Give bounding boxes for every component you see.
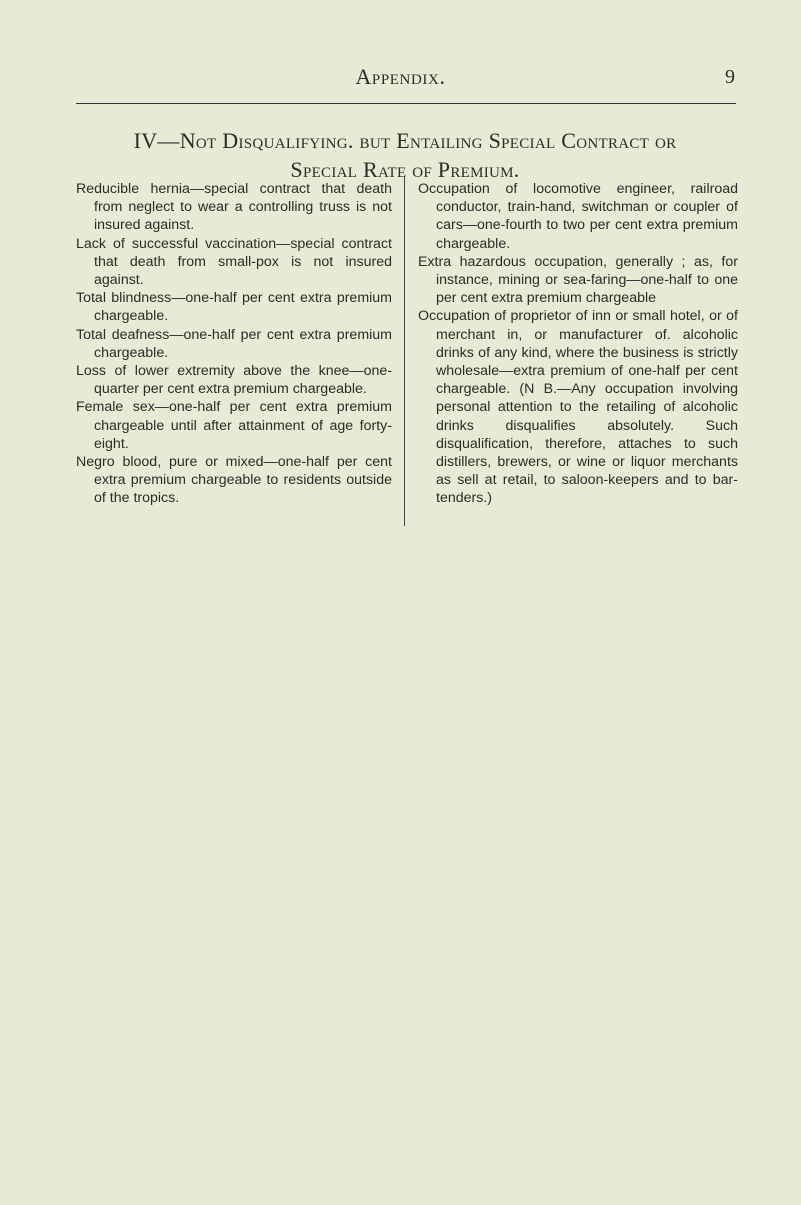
list-item: Loss of lower extremity above the knee—one-quarter per cent extra premium chargeable. bbox=[76, 363, 392, 398]
section-title-line-2: Special Rate of Premium. bbox=[290, 157, 520, 182]
list-item: Occupation of proprietor of inn or small hotel, or of merchant in, or manufacturer of. alcoholic drinks of any kind, where the business is strictly wholesale—extra premium of one-half per cent chargeable. (N B.—Any occupation involving personal attention to the retailing of alcoholic drinks disqualifies absolutely. Such disqualification, therefore, attaches to such distillers, brewers, or wine or liquor merchants as sell at retail, to saloon-keepers and to bar-tenders.) bbox=[418, 308, 738, 507]
right-column bbox=[418, 180, 738, 508]
header-rule bbox=[76, 103, 736, 104]
page-number: 9 bbox=[725, 66, 735, 88]
list-item: Negro blood, pure or mixed—one-half per cent extra premium chargeable to residents outside of the tropics. bbox=[76, 454, 392, 507]
list-item: Total blindness—one-half per cent extra premium chargeable. bbox=[76, 290, 392, 325]
list-item: Female sex—one-half per cent extra premium chargeable until after attainment of age forty-eight. bbox=[76, 399, 392, 452]
list-item: Occupation of locomotive engineer, railroad conductor, train-hand, switchman or coupler of cars—one-fourth to two per cent extra premium chargeable. bbox=[418, 181, 738, 252]
list-item: Reducible hernia—special contract that death from neglect to wear a controlling truss is not insured against. bbox=[76, 181, 392, 234]
running-head bbox=[0, 58, 801, 98]
list-item: Lack of successful vaccination—special contract that death from small-pox is not insured against. bbox=[76, 235, 392, 289]
section-title bbox=[70, 126, 740, 184]
section-title-line-1: IV—Not Disqualifying. but Entailing Special Contract or bbox=[133, 128, 677, 153]
left-column bbox=[76, 180, 392, 508]
list-item: Extra hazardous occupation, generally ; as, for instance, mining or sea-faring—one-half to one per cent extra premium chargeable bbox=[418, 253, 738, 307]
column-divider bbox=[404, 176, 405, 526]
running-title: Appendix. bbox=[355, 64, 446, 89]
list-item: Total deafness—one-half per cent extra premium chargeable. bbox=[76, 326, 392, 361]
